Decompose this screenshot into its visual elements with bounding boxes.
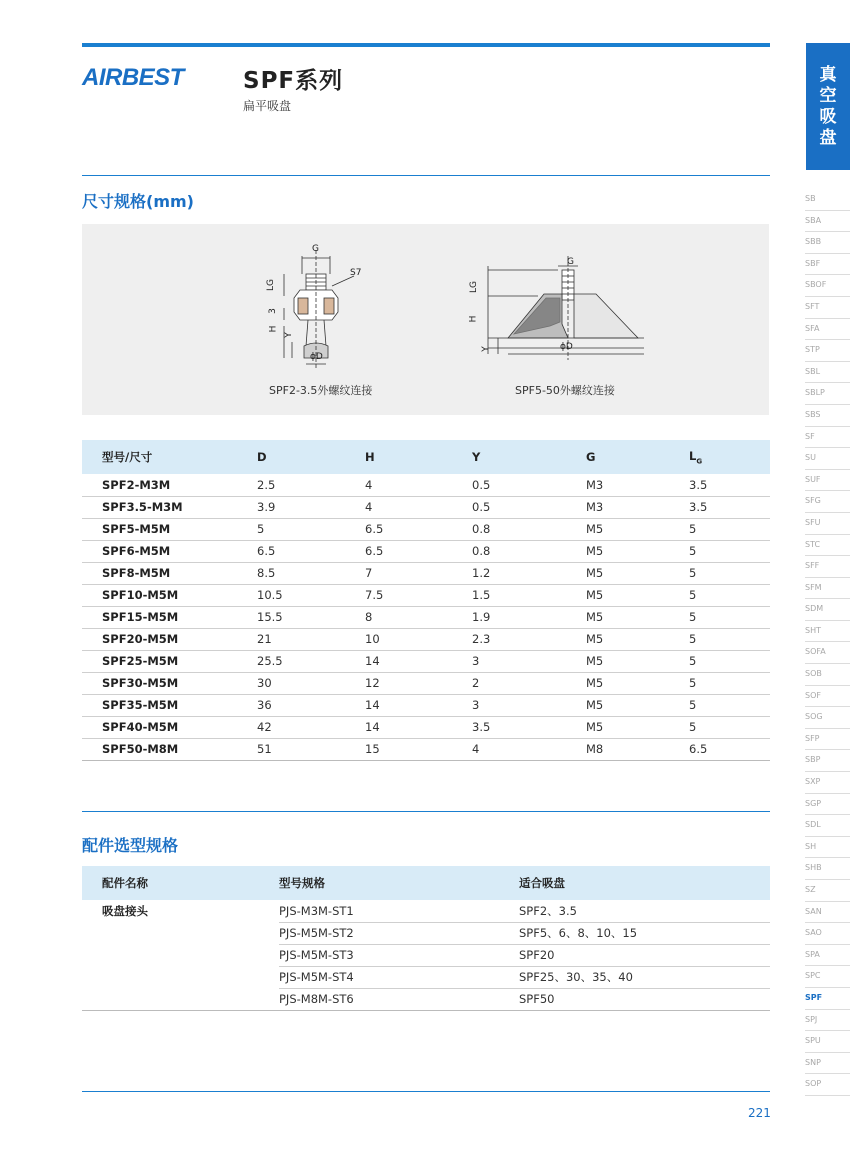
col-fit-cup: 适合吸盘 — [519, 866, 770, 900]
sidebar-item-stp[interactable]: STP — [805, 340, 850, 362]
sidebar-item-sblp[interactable]: SBLP — [805, 383, 850, 405]
page-title: SPF系列 — [243, 68, 344, 94]
part-name-cell — [82, 922, 279, 944]
value-cell: M5 — [586, 694, 689, 716]
model-cell: SPF25-M5M — [82, 650, 257, 672]
value-cell: M5 — [586, 584, 689, 606]
part-model-cell: PJS-M8M-ST6 — [279, 988, 519, 1010]
right-label-g: G — [567, 257, 574, 267]
value-cell: 0.5 — [472, 496, 586, 518]
sidebar-item-shb[interactable]: SHB — [805, 858, 850, 880]
value-cell: 6.5 — [689, 738, 770, 760]
value-cell: 15 — [365, 738, 472, 760]
value-cell: 5 — [689, 672, 770, 694]
right-label-y: Y — [480, 346, 491, 352]
accessories-section-title: 配件选型规格 — [82, 836, 179, 855]
sidebar-item-spa[interactable]: SPA — [805, 945, 850, 967]
part-model-cell: PJS-M5M-ST4 — [279, 966, 519, 988]
sidebar-item-sh[interactable]: SH — [805, 837, 850, 859]
value-cell: 1.9 — [472, 606, 586, 628]
fit-cup-cell: SPF5、6、8、10、15 — [519, 922, 770, 944]
category-tab-char: 真 — [819, 65, 837, 85]
bottom-rule — [82, 1091, 770, 1092]
left-label-h: H — [268, 325, 279, 333]
category-tab-char: 盘 — [819, 128, 837, 148]
sidebar-item-sog[interactable]: SOG — [805, 707, 850, 729]
left-label-3: 3 — [267, 308, 278, 314]
model-cell: SPF8-M5M — [82, 562, 257, 584]
table-row — [82, 672, 770, 694]
value-cell: 6.5 — [257, 540, 365, 562]
sidebar-item-sbl[interactable]: SBL — [805, 362, 850, 384]
value-cell: 1.2 — [472, 562, 586, 584]
left-label-d: ϕD — [310, 352, 323, 362]
part-model-cell: PJS-M5M-ST2 — [279, 922, 519, 944]
sidebar-item-sba[interactable]: SBA — [805, 211, 850, 233]
table-row — [82, 540, 770, 562]
table-row — [82, 518, 770, 540]
value-cell: 4 — [472, 738, 586, 760]
top-rule — [82, 43, 770, 47]
value-cell: M5 — [586, 540, 689, 562]
model-cell: SPF20-M5M — [82, 628, 257, 650]
value-cell: 0.8 — [472, 540, 586, 562]
value-cell: 15.5 — [257, 606, 365, 628]
model-cell: SPF50-M8M — [82, 738, 257, 760]
section-rule — [82, 175, 770, 176]
dimensions-section-title: 尺寸规格(mm) — [82, 192, 194, 211]
value-cell: M5 — [586, 628, 689, 650]
table-row — [82, 694, 770, 716]
category-tab-char: 吸 — [819, 107, 837, 127]
left-diagram-caption: SPF2-3.5外螺纹连接 — [269, 384, 373, 397]
fit-cup-cell: SPF20 — [519, 944, 770, 966]
table-row — [82, 584, 770, 606]
section-rule — [82, 811, 770, 812]
value-cell: 5 — [257, 518, 365, 540]
table-row — [82, 716, 770, 738]
sidebar-item-sbp[interactable]: SBP — [805, 750, 850, 772]
sidebar-item-spf[interactable]: SPF — [805, 988, 850, 1010]
part-model-cell: PJS-M5M-ST3 — [279, 944, 519, 966]
table-row — [82, 900, 770, 922]
sidebar-item-sbf[interactable]: SBF — [805, 254, 850, 276]
value-cell: 8 — [365, 606, 472, 628]
sidebar-item-sfm[interactable]: SFM — [805, 578, 850, 600]
sidebar-item-snp[interactable]: SNP — [805, 1053, 850, 1075]
col-part-name: 配件名称 — [82, 866, 279, 900]
col-lg: $L_G$ — [689, 440, 770, 474]
left-label-s7: S7 — [350, 268, 362, 278]
sidebar-item-sbof[interactable]: SBOF — [805, 275, 850, 297]
value-cell: M3 — [586, 474, 689, 496]
fit-cup-cell: SPF25、30、35、40 — [519, 966, 770, 988]
value-cell: 2.5 — [257, 474, 365, 496]
value-cell: 5 — [689, 650, 770, 672]
sidebar-item-san[interactable]: SAN — [805, 902, 850, 924]
value-cell: 5 — [689, 628, 770, 650]
table-row — [82, 496, 770, 518]
value-cell: 8.5 — [257, 562, 365, 584]
sidebar-item-sff[interactable]: SFF — [805, 556, 850, 578]
table-row — [82, 966, 770, 988]
model-cell: SPF35-M5M — [82, 694, 257, 716]
value-cell: 3.5 — [689, 474, 770, 496]
value-cell: 3 — [472, 650, 586, 672]
value-cell: 5 — [689, 606, 770, 628]
value-cell: 2.3 — [472, 628, 586, 650]
table-header-row — [82, 866, 770, 900]
value-cell: M5 — [586, 562, 689, 584]
right-label-d: ϕD — [560, 342, 573, 352]
value-cell: 10.5 — [257, 584, 365, 606]
col-h: H — [365, 440, 472, 474]
model-cell: SPF2-M3M — [82, 474, 257, 496]
value-cell: 4 — [365, 496, 472, 518]
part-name-cell — [82, 966, 279, 988]
col-g: G — [586, 440, 689, 474]
value-cell: M5 — [586, 716, 689, 738]
dimension-diagram-panel — [82, 224, 769, 415]
value-cell: 2 — [472, 672, 586, 694]
fit-cup-cell: SPF50 — [519, 988, 770, 1010]
table-row — [82, 944, 770, 966]
value-cell: 0.5 — [472, 474, 586, 496]
right-label-h: H — [468, 315, 479, 323]
sidebar-item-sxp[interactable]: SXP — [805, 772, 850, 794]
value-cell: 7 — [365, 562, 472, 584]
sidebar-item-sbs[interactable]: SBS — [805, 405, 850, 427]
value-cell: M5 — [586, 650, 689, 672]
col-d: D — [257, 440, 365, 474]
model-cell: SPF40-M5M — [82, 716, 257, 738]
page-subtitle: 扁平吸盘 — [243, 99, 292, 113]
accessory-table — [82, 866, 770, 1011]
table-header-row — [82, 440, 770, 474]
sidebar-item-sz[interactable]: SZ — [805, 880, 850, 902]
sidebar-item-suf[interactable]: SUF — [805, 470, 850, 492]
value-cell: 30 — [257, 672, 365, 694]
part-model-cell: PJS-M3M-ST1 — [279, 900, 519, 922]
part-name-cell — [82, 944, 279, 966]
value-cell: 3.9 — [257, 496, 365, 518]
value-cell: 14 — [365, 716, 472, 738]
value-cell: 5 — [689, 584, 770, 606]
sidebar-item-sft[interactable]: SFT — [805, 297, 850, 319]
sidebar-item-su[interactable]: SU — [805, 448, 850, 470]
value-cell: 5 — [689, 716, 770, 738]
value-cell: 1.5 — [472, 584, 586, 606]
table-row — [82, 562, 770, 584]
model-cell: SPF10-M5M — [82, 584, 257, 606]
sidebar-item-sfp[interactable]: SFP — [805, 729, 850, 751]
sidebar-item-sof[interactable]: SOF — [805, 686, 850, 708]
left-label-y: Y — [283, 332, 294, 338]
value-cell: 51 — [257, 738, 365, 760]
value-cell: 4 — [365, 474, 472, 496]
value-cell: 36 — [257, 694, 365, 716]
value-cell: 3 — [472, 694, 586, 716]
value-cell: 3.5 — [472, 716, 586, 738]
table-row — [82, 738, 770, 760]
value-cell: 5 — [689, 540, 770, 562]
category-tab-char: 空 — [819, 86, 837, 106]
sidebar-item-sofa[interactable]: SOFA — [805, 642, 850, 664]
table-row — [82, 988, 770, 1010]
part-name-cell — [82, 988, 279, 1010]
value-cell: M3 — [586, 496, 689, 518]
value-cell: 5 — [689, 694, 770, 716]
right-diagram-caption: SPF5-50外螺纹连接 — [515, 384, 615, 397]
sidebar-item-sao[interactable]: SAO — [805, 923, 850, 945]
fit-cup-cell: SPF2、3.5 — [519, 900, 770, 922]
model-cell: SPF15-M5M — [82, 606, 257, 628]
value-cell: M8 — [586, 738, 689, 760]
spf5-drawing — [468, 254, 648, 364]
model-cell: SPF6-M5M — [82, 540, 257, 562]
value-cell: 6.5 — [365, 518, 472, 540]
value-cell: 12 — [365, 672, 472, 694]
table-row — [82, 606, 770, 628]
table-row — [82, 922, 770, 944]
value-cell: 14 — [365, 694, 472, 716]
left-label-lg: LG — [266, 279, 276, 291]
model-cell: SPF30-M5M — [82, 672, 257, 694]
sidebar-item-sf[interactable]: SF — [805, 427, 850, 449]
page-number: 221 — [748, 1106, 771, 1120]
sidebar-item-sgp[interactable]: SGP — [805, 794, 850, 816]
sidebar-item-sfa[interactable]: SFA — [805, 319, 850, 341]
col-model: 型号/尺寸 — [82, 440, 257, 474]
col-part-model: 型号规格 — [279, 866, 519, 900]
sidebar-item-sop[interactable]: SOP — [805, 1074, 850, 1096]
part-name-cell: 吸盘接头 — [102, 904, 148, 918]
sidebar-item-sbb[interactable]: SBB — [805, 232, 850, 254]
sidebar-item-spu[interactable]: SPU — [805, 1031, 850, 1053]
value-cell: M5 — [586, 518, 689, 540]
sidebar-item-stc[interactable]: STC — [805, 535, 850, 557]
value-cell: M5 — [586, 606, 689, 628]
value-cell: 7.5 — [365, 584, 472, 606]
dimension-table — [82, 440, 770, 761]
model-cell: SPF3.5-M3M — [82, 496, 257, 518]
table-row — [82, 628, 770, 650]
sidebar-item-sb[interactable]: SB — [805, 189, 850, 211]
value-cell: 25.5 — [257, 650, 365, 672]
sidebar-item-sfg[interactable]: SFG — [805, 491, 850, 513]
category-tab[interactable] — [806, 43, 850, 170]
value-cell: 42 — [257, 716, 365, 738]
sidebar-item-sob[interactable]: SOB — [805, 664, 850, 686]
sidebar-item-spj[interactable]: SPJ — [805, 1010, 850, 1032]
sidebar-item-sdm[interactable]: SDM — [805, 599, 850, 621]
sidebar-item-sdl[interactable]: SDL — [805, 815, 850, 837]
col-y: Y — [472, 440, 586, 474]
left-label-g: G — [312, 244, 319, 254]
value-cell: 14 — [365, 650, 472, 672]
sidebar-item-spc[interactable]: SPC — [805, 966, 850, 988]
value-cell: 5 — [689, 518, 770, 540]
sidebar-item-sht[interactable]: SHT — [805, 621, 850, 643]
value-cell: 0.8 — [472, 518, 586, 540]
value-cell: 3.5 — [689, 496, 770, 518]
brand-logo: AIRBEST — [82, 64, 184, 91]
value-cell: M5 — [586, 672, 689, 694]
value-cell: 5 — [689, 562, 770, 584]
value-cell: 21 — [257, 628, 365, 650]
right-label-lg: LG — [469, 281, 479, 293]
series-index — [805, 189, 850, 1096]
value-cell: 6.5 — [365, 540, 472, 562]
value-cell: 10 — [365, 628, 472, 650]
table-row — [82, 474, 770, 496]
sidebar-item-sfu[interactable]: SFU — [805, 513, 850, 535]
model-cell: SPF5-M5M — [82, 518, 257, 540]
table-row — [82, 650, 770, 672]
